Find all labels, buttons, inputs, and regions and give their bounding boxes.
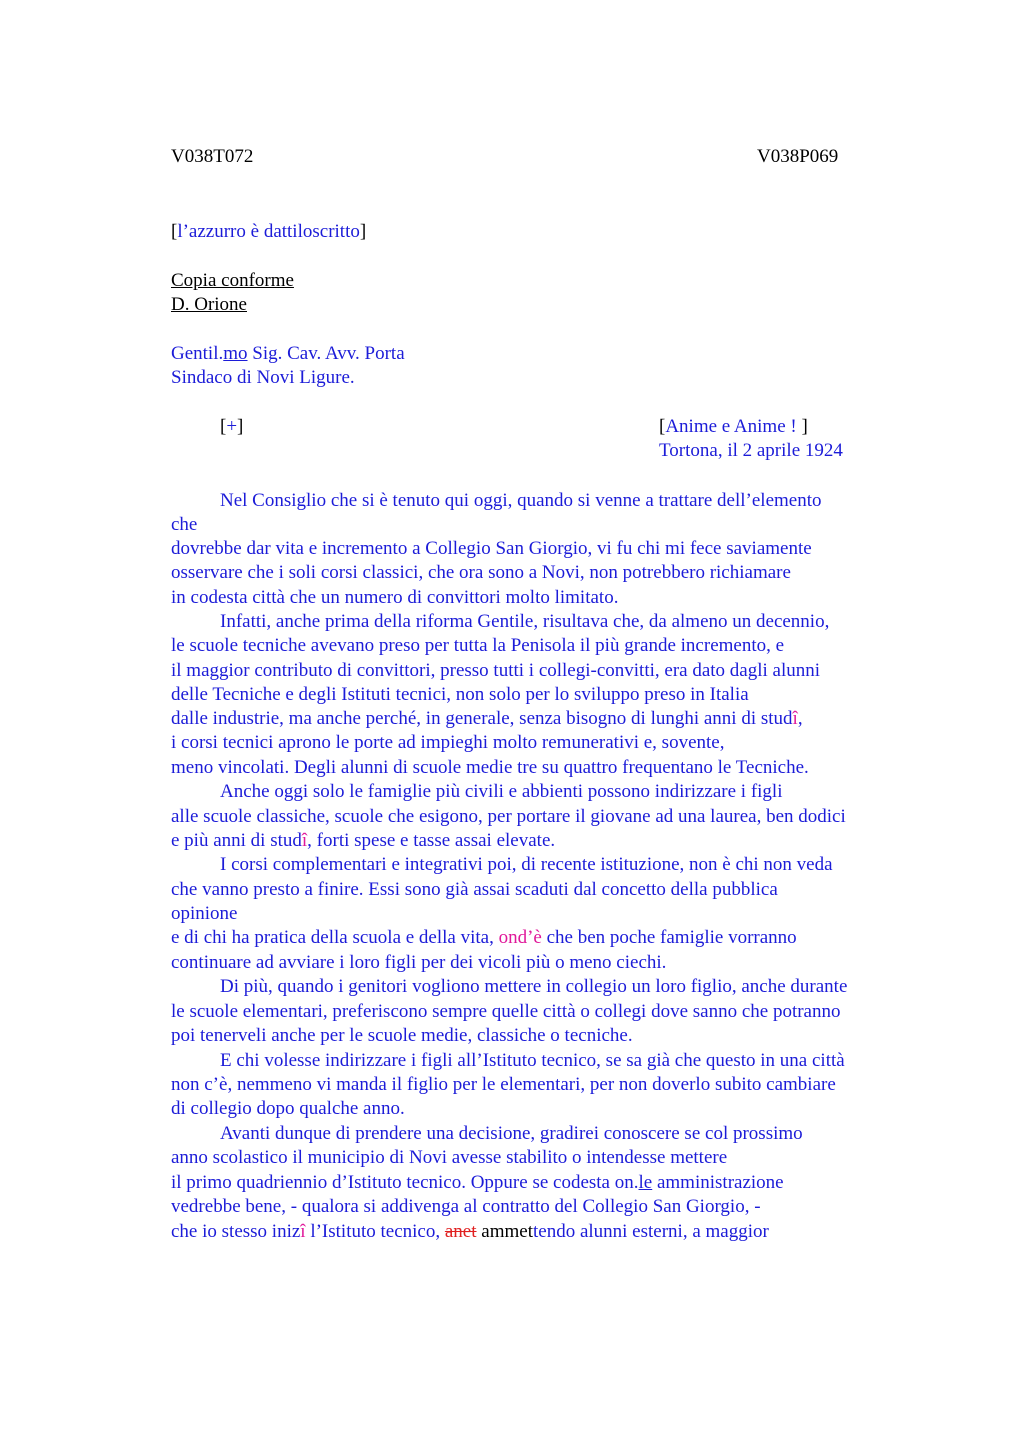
document-code-left: V038T072 xyxy=(171,146,254,167)
body-text: e di chi ha pratica della scuola e della vita, xyxy=(171,927,499,948)
body-line: di collegio dopo qualche anno. xyxy=(171,1098,405,1119)
body-line: delle Tecniche e degli Istituti tecnici, non solo per lo sviluppo preso in Italia xyxy=(171,684,749,705)
body-line xyxy=(171,926,797,950)
accent-correction: î xyxy=(301,830,308,851)
struck-text: anet xyxy=(444,1221,477,1242)
handwritten-correction: ammet xyxy=(481,1221,533,1242)
addressee-line-2: Sindaco di Novi Ligure. xyxy=(171,367,355,388)
motto xyxy=(659,416,808,438)
body-line: Nel Consiglio che si è tenuto qui oggi, quando si venne a trattare dell’elemento xyxy=(220,490,822,511)
addressee-name: Sig. Cav. Avv. Porta xyxy=(247,343,405,364)
body-line: alle scuole classiche, scuole che esigono, per portare il giovane ad una laurea, ben dodici xyxy=(171,806,846,827)
signatory-name: D. Orione xyxy=(171,294,247,315)
addressee-prefix: Gentil. xyxy=(171,343,224,364)
cross-sign: + xyxy=(226,416,238,437)
bracket-close: ] xyxy=(359,221,367,242)
place-date: Tortona, il 2 aprile 1924 xyxy=(659,440,843,461)
addressee-abbr: mo xyxy=(223,343,248,364)
editorial-note xyxy=(171,221,366,243)
bracket-close: ] xyxy=(801,416,808,437)
body-line: non c’è, nemmeno vi manda il figlio per le elementari, per non doverlo subito cambiare xyxy=(171,1074,836,1095)
body-line: Di più, quando i genitori vogliono mettere in collegio un loro figlio, anche durante xyxy=(220,976,848,997)
body-line: che xyxy=(171,514,198,535)
body-line xyxy=(171,707,803,731)
body-line: Avanti dunque di prendere una decisione, gradirei conoscere se col prossimo xyxy=(220,1123,803,1144)
bracket-open: [ xyxy=(220,416,227,437)
body-line: E chi volesse indirizzare i figli all’Istituto tecnico, se sa già che questo in una città xyxy=(220,1050,845,1071)
accent-correction: î xyxy=(300,1221,306,1242)
body-line xyxy=(171,829,555,853)
body-text: dalle industrie, ma anche perché, in generale, senza bisogno di lunghi anni di stud xyxy=(171,708,793,729)
accent-correction: î xyxy=(792,708,798,729)
abbreviation: le xyxy=(638,1172,653,1193)
body-line: le scuole tecniche avevano preso per tutta la Penisola il più grande incremento, e xyxy=(171,635,785,656)
body-line: opinione xyxy=(171,903,238,924)
body-text: il primo quadriennio d’Istituto tecnico. Oppure se codesta on. xyxy=(171,1172,639,1193)
body-line: che vanno presto a finire. Essi sono già assai scaduti dal concetto della pubblica xyxy=(171,879,778,900)
body-text: l’Istituto tecnico, xyxy=(305,1221,445,1242)
body-line: continuare ad avviare i loro figli per dei vicoli più o meno ciechi. xyxy=(171,952,667,973)
body-text: che io stesso iniz xyxy=(171,1221,301,1242)
body-line: i corsi tecnici aprono le porte ad impieghi molto remunerativi e, sovente, xyxy=(171,732,725,753)
body-text: , forti spese e tasse assai elevate. xyxy=(307,830,556,851)
body-line: osservare che i soli corsi classici, che ora sono a Novi, non potrebbero richiamare xyxy=(171,562,791,583)
addressee-line-1 xyxy=(171,343,405,365)
body-line: il maggior contributo di convittori, presso tutti i collegi-convitti, era dato dagli alunni xyxy=(171,660,821,681)
body-line: vedrebbe bene, - qualora si addivenga al contratto del Collegio San Giorgio, - xyxy=(171,1196,761,1217)
body-line: le scuole elementari, preferiscono sempre quelle città o collegi dove sanno che potranno xyxy=(171,1001,841,1022)
body-line: in codesta città che un numero di convittori molto limitato. xyxy=(171,587,619,608)
body-line: meno vincolati. Degli alunni di scuole medie tre su quattro frequentano le Tecniche. xyxy=(171,757,809,778)
body-line: anno scolastico il municipio di Novi avesse stabilito o intendesse mettere xyxy=(171,1147,728,1168)
body-line: dovrebbe dar vita e incremento a Collegio San Giorgio, vi fu chi mi fece saviamente xyxy=(171,538,812,559)
body-text: , xyxy=(797,708,803,729)
body-text: e più anni di stud xyxy=(171,830,302,851)
body-line: Anche oggi solo le famiglie più civili e abbienti possono indirizzare i figli xyxy=(220,781,783,802)
editorial-note-text: l’azzurro è dattiloscritto xyxy=(177,221,360,242)
body-text: amministrazione xyxy=(652,1172,784,1193)
body-line: Infatti, anche prima della riforma Gentile, risultava che, da almeno un decennio, xyxy=(220,611,830,632)
bracket-close: ] xyxy=(237,416,244,437)
body-line xyxy=(171,1220,769,1244)
copy-conform-label: Copia conforme xyxy=(171,270,294,291)
bracket-open: [ xyxy=(659,416,666,437)
body-text: che ben poche famiglie vorranno xyxy=(541,927,797,948)
body-text: tendo alunni esterni, a maggior xyxy=(532,1221,769,1242)
body-line xyxy=(171,1171,784,1195)
motto-text: Anime e Anime ! xyxy=(665,416,802,437)
body-line: I corsi complementari e integrativi poi, di recente istituzione, non è chi non veda xyxy=(220,854,833,875)
correction-word: ond’è xyxy=(498,927,542,948)
bracket-open: [ xyxy=(171,221,178,242)
body-line: poi tenerveli anche per le scuole medie, classiche o tecniche. xyxy=(171,1025,633,1046)
document-code-right: V038P069 xyxy=(757,146,839,167)
cross-mark xyxy=(220,416,243,438)
